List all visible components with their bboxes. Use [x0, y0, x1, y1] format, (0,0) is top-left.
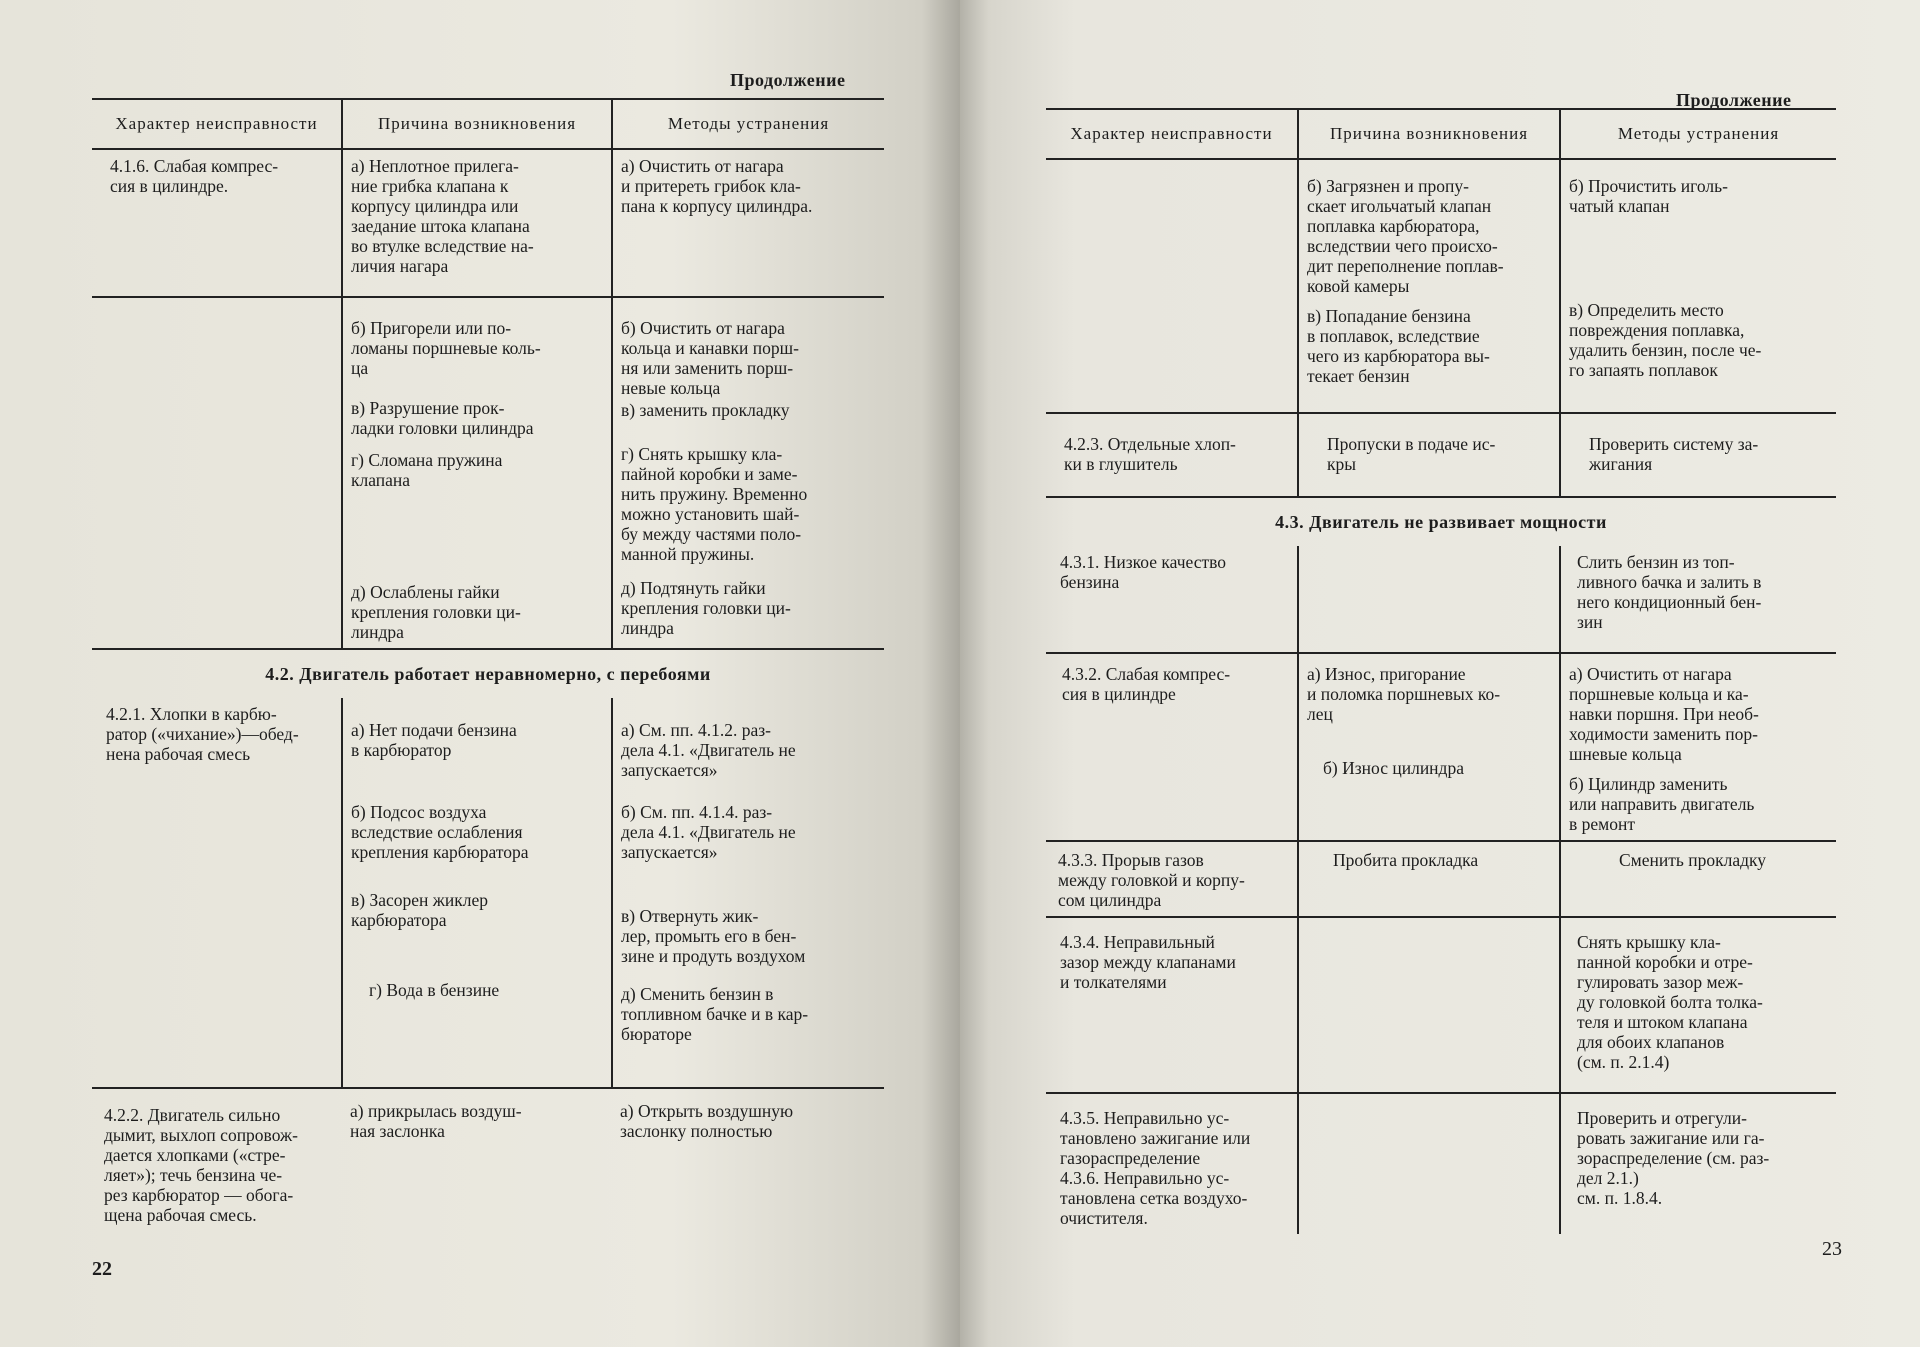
continuation-label: Продолжение: [1676, 90, 1792, 110]
fault-cell: [1046, 917, 1298, 1093]
header-fault: Характер неисправности: [1046, 109, 1298, 159]
cause-item: б) Загрязнен и пропу- скает игольчатый клапан поплавка карбюратора, вследствии чего происхо- дит переполнение поплав- ковой камеры: [1307, 176, 1504, 296]
fault-cell: [92, 698, 342, 1088]
cause-item: Пропуски в подаче ис- кры: [1327, 434, 1496, 474]
cause-item: в) Разрушение прок- ладки головки цилиндра: [351, 398, 534, 438]
remedy-item: в) заменить прокладку: [621, 400, 790, 420]
remedy-item: в) Отвернуть жик- лер, промыть его в бен- зине и продуть воздухом: [621, 906, 806, 966]
fault-text: 4.3.2. Слабая компрес- сия в цилиндре: [1062, 664, 1231, 704]
fault-text: 4.2.1. Хлопки в карбю- ратор («чихание»)—обед- нена рабочая смесь: [106, 704, 299, 764]
table-row: [1046, 917, 1836, 1093]
remedy-item: д) Сменить бензин в топливном бачке и в кар- бюраторе: [621, 984, 809, 1044]
remedy-cell: [612, 1088, 884, 1238]
remedy-cell: [612, 149, 884, 297]
cause-cell: [1298, 159, 1560, 413]
header-cause: Причина возникновения: [1298, 109, 1560, 159]
remedy-item: б) Прочистить иголь- чатый клапан: [1569, 176, 1728, 216]
header-cause: Причина возникновения: [342, 99, 612, 149]
section-title-row: [92, 649, 884, 698]
remedy-item: д) Подтянуть гайки крепления головки ци- линдра: [621, 578, 791, 638]
table-row: [1046, 841, 1836, 917]
section-title-row: [1046, 497, 1836, 546]
remedy-cell: [1560, 841, 1836, 917]
cause-cell: [1298, 917, 1560, 1093]
remedy-item: Сменить прокладку: [1619, 850, 1767, 870]
table-header: [1046, 109, 1836, 159]
cause-cell: [342, 149, 612, 297]
fault-cell: [1046, 653, 1298, 841]
fault-cell: [1046, 1093, 1298, 1234]
remedy-item: Проверить и отрегули- ровать зажигание или га- зораспределение (см. раз- дел 2.1.) см. п. 1.8.4.: [1577, 1108, 1770, 1208]
section-title: 4.2. Двигатель работает неравномерно, с перебоями: [92, 649, 884, 698]
cause-cell: [342, 297, 612, 649]
fault-cell: [1046, 841, 1298, 917]
remedy-cell: [1560, 413, 1836, 497]
remedy-cell: [1560, 1093, 1836, 1234]
remedy-item: б) Очистить от нагара кольца и канавки порш- ня или заменить порш- невые кольца: [621, 318, 799, 398]
continuation-label: Продолжение: [730, 70, 846, 90]
remedy-item: а) Открыть воздушную заслонку полностью: [620, 1101, 794, 1141]
header-fault: Характер неисправности: [92, 99, 342, 149]
cause-item: Пробита прокладка: [1333, 850, 1479, 870]
remedy-item: а) Очистить от нагара и притереть грибок кла- пана к корпусу цилиндра.: [621, 156, 813, 216]
cause-item: б) Подсос воздуха вследствие ослабления крепления карбюратора: [351, 802, 529, 862]
table-row: [1046, 1093, 1836, 1234]
section-title: 4.3. Двигатель не развивает мощности: [1046, 497, 1836, 546]
remedy-cell: [1560, 546, 1836, 653]
fault-text: 4.3.4. Неправильный зазор между клапанами и толкателями: [1060, 932, 1236, 992]
cause-item: а) Нет подачи бензина в карбюратор: [351, 720, 517, 760]
fault-cell: [92, 297, 342, 649]
remedy-item: в) Определить место повреждения поплавка, удалить бензин, после че- го запаять поплавок: [1569, 300, 1762, 380]
remedy-item: а) См. пп. 4.1.2. раз- дела 4.1. «Двигатель не запускается»: [621, 720, 796, 780]
remedy-item: а) Очистить от нагара поршневые кольца и ка- навки поршня. При необ- ходимости заменить пор- шневые кольца: [1569, 664, 1759, 764]
table-row: [92, 149, 884, 297]
cause-item: а) Неплотное прилега- ние грибка клапана к корпусу цилиндра или заедание штока клапана во втулке вследствие на- личия нагара: [351, 156, 534, 276]
cause-cell: [1298, 413, 1560, 497]
cause-item: а) прикрылась воздуш- ная заслонка: [350, 1101, 522, 1141]
page-number: 22: [92, 1258, 112, 1280]
remedy-item: Слить бензин из топ- ливного бачка и залить в него кондиционный бен- зин: [1577, 552, 1762, 632]
table-row: [1046, 653, 1836, 841]
cause-item: д) Ослаблены гайки крепления головки ци- линдра: [351, 582, 521, 642]
right-page: [960, 0, 1920, 1347]
remedy-item: г) Снять крышку кла- пайной коробки и заме- нить пружину. Временно можно установить шай- бу между частями поло- манной пружины.: [621, 444, 808, 564]
fault-text: 4.1.6. Слабая компрес- сия в цилиндре.: [110, 156, 279, 196]
fault-table: [92, 98, 884, 1238]
table-row: [92, 297, 884, 649]
fault-text: 4.3.3. Прорыв газов между головкой и корпу- сом цилиндра: [1058, 850, 1245, 910]
cause-cell: [1298, 653, 1560, 841]
fault-table: [1046, 108, 1836, 1234]
fault-cell: [92, 1088, 342, 1238]
remedy-item: Проверить систему за- жигания: [1589, 434, 1759, 474]
cause-item: б) Износ цилиндра: [1323, 758, 1464, 778]
table-row: [92, 698, 884, 1088]
page-number: 23: [1822, 1238, 1842, 1260]
table-row: [92, 1088, 884, 1238]
remedy-cell: [612, 698, 884, 1088]
table-row: [1046, 159, 1836, 413]
remedy-cell: [1560, 653, 1836, 841]
cause-cell: [1298, 841, 1560, 917]
remedy-cell: [612, 297, 884, 649]
remedy-item: б) См. пп. 4.1.4. раз- дела 4.1. «Двигатель не запускается»: [621, 802, 796, 862]
cause-item: а) Износ, пригорание и поломка поршневых ко- лец: [1307, 664, 1501, 724]
fault-text: 4.3.5. Неправильно ус- тановлено зажигание или газораспределение 4.3.6. Неправильно ус- тановлена сетка воздухо- очистителя.: [1060, 1108, 1251, 1228]
fault-text: 4.2.3. Отдельные хлоп- ки в глушитель: [1064, 434, 1236, 474]
table-header: [92, 99, 884, 149]
fault-cell: [1046, 546, 1298, 653]
cause-item: г) Сломана пружина клапана: [351, 450, 503, 490]
cause-item: г) Вода в бензине: [369, 980, 500, 1000]
remedy-cell: [1560, 917, 1836, 1093]
cause-cell: [1298, 1093, 1560, 1234]
cause-item: в) Засорен жиклер карбюратора: [351, 890, 488, 930]
header-remedy: Методы устранения: [612, 99, 884, 149]
table-row: [1046, 413, 1836, 497]
fault-cell: [1046, 413, 1298, 497]
cause-cell: [342, 1088, 612, 1238]
fault-text: 4.3.1. Низкое качество бензина: [1060, 552, 1227, 592]
remedy-item: Снять крышку кла- панной коробки и отре- гулировать зазор меж- ду головкой болта толка- теля и штоком клапана для обоих клапанов (см. п. 2.1.4): [1577, 932, 1763, 1072]
cause-cell: [1298, 546, 1560, 653]
fault-text: 4.2.2. Двигатель сильно дымит, выхлоп сопровож- дается хлопками («стре- ляет»); течь бензина че- рез карбюратор — обога- щена рабочая смесь.: [104, 1105, 298, 1225]
cause-item: б) Пригорели или по- ломаны поршневые коль- ца: [351, 318, 541, 378]
header-remedy: Методы устранения: [1560, 109, 1836, 159]
fault-cell: [92, 149, 342, 297]
cause-item: в) Попадание бензина в поплавок, вследствие чего из карбюратора вы- текает бензин: [1307, 306, 1490, 386]
remedy-cell: [1560, 159, 1836, 413]
remedy-item: б) Цилиндр заменить или направить двигатель в ремонт: [1569, 774, 1755, 834]
cause-cell: [342, 698, 612, 1088]
table-row: [1046, 546, 1836, 653]
fault-cell: [1046, 159, 1298, 413]
